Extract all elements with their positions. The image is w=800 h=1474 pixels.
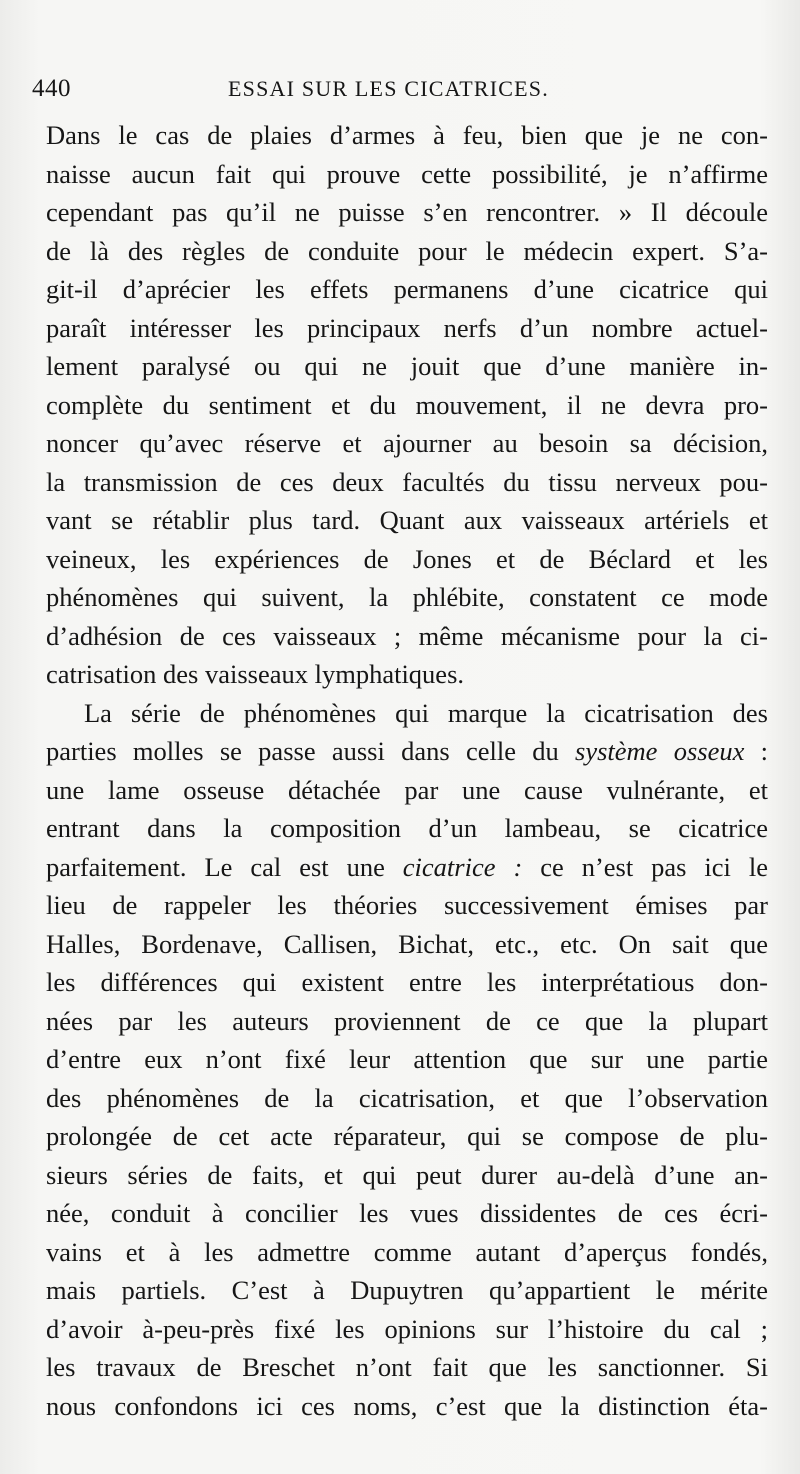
paragraph-1 (46, 116, 768, 694)
text-line: une lame osseuse détachée par une cause vulnérante, et (46, 774, 768, 805)
page-header (32, 74, 772, 108)
text-line: la transmission de ces deux facultés du tissu nerveux pou- (46, 466, 768, 497)
text-line: Halles, Bordenave, Callisen, Bichat, etc., etc. On sait que (46, 928, 768, 959)
text-line: les différences qui existent entre les interprétatious don- (46, 967, 768, 997)
text-line: entrant dans la composition d’un lambeau, se cicatrice (46, 813, 768, 843)
text-line: git-il d’aprécier les effets permanens d’une cicatrice qui (46, 274, 768, 304)
text-line (46, 848, 768, 887)
text-line: veineux, les expériences de Jones et de Béclard et les (46, 543, 768, 574)
text-run: : (744, 736, 769, 766)
text-run: parties molles se passe aussi dans celle du (46, 736, 576, 766)
text-line: paraît intéresser les principaux nerfs d’un nombre actuel- (46, 312, 768, 343)
text-line: d’entre eux n’ont fixé leur attention que sur une partie (46, 1044, 768, 1074)
text-line: vains et à les admettre comme autant d’aperçus fondés, (46, 1236, 768, 1267)
text-line: nous confondons ici ces noms, c’est que la distinction éta- (46, 1390, 768, 1421)
text-line: lieu de rappeler les théories successivement émises par (46, 890, 768, 920)
text-line (46, 732, 768, 771)
text-line: prolongée de cet acte réparateur, qui se compose de plu- (46, 1121, 768, 1151)
text-line: d’adhésion de ces vaisseaux ; même mécanisme pour la ci- (46, 620, 768, 651)
text-line: née, conduit à concilier les vues dissidentes de ces écri- (46, 1198, 768, 1228)
text-line: noncer qu’avec réserve et ajourner au besoin sa décision, (46, 428, 768, 458)
text-line: de là des règles de conduite pour le médecin expert. S’a- (46, 235, 768, 266)
text-line: Dans le cas de plaies d’armes à feu, bien que je ne con- (46, 120, 768, 150)
text-line: sieurs séries de faits, et qui peut durer au-delà d’une an- (46, 1159, 768, 1190)
text-line: La série de phénomènes qui marque la cicatrisation des (84, 697, 768, 728)
text-line: des phénomènes de la cicatrisation, et que l’observation (46, 1082, 768, 1113)
text-line: phénomènes qui suivent, la phlébite, constatent ce mode (46, 582, 768, 612)
text-line: complète du sentiment et du mouvement, il ne devra pro- (46, 389, 768, 420)
text-line: d’avoir à-peu-près fixé les opinions sur l’histoire du cal ; (46, 1313, 768, 1344)
running-title: ESSAI SUR LES CICATRICES. (228, 76, 549, 101)
italic-term: cicatrice : (402, 851, 523, 882)
text-line: catrisation des vaisseaux lymphatiques. (46, 659, 465, 689)
text-run: parfaitement. Le cal est une (46, 851, 403, 882)
text-line: nées par les auteurs proviennent de ce que la plupart (46, 1005, 768, 1036)
text-line: les travaux de Breschet n’ont fait que les sanctionner. Si (46, 1352, 768, 1382)
text-line: naisse aucun fait qui prouve cette possibilité, je n’affirme (46, 158, 768, 189)
text-line: lement paralysé ou qui ne jouit que d’une manière in- (46, 351, 768, 381)
body-text (46, 116, 768, 1425)
italic-term: système osseux (575, 736, 745, 766)
text-line: mais partiels. C’est à Dupuytren qu’appartient le mérite (46, 1275, 768, 1305)
page-number: 440 (32, 75, 71, 102)
paragraph-2 (46, 694, 768, 1426)
text-line: vant se rétablir plus tard. Quant aux vaisseaux artériels et (46, 505, 768, 535)
text-run: ce n’est pas ici le (522, 851, 768, 882)
text-line: cependant pas qu’il ne puisse s’en rencontrer. » Il découle (46, 197, 768, 227)
